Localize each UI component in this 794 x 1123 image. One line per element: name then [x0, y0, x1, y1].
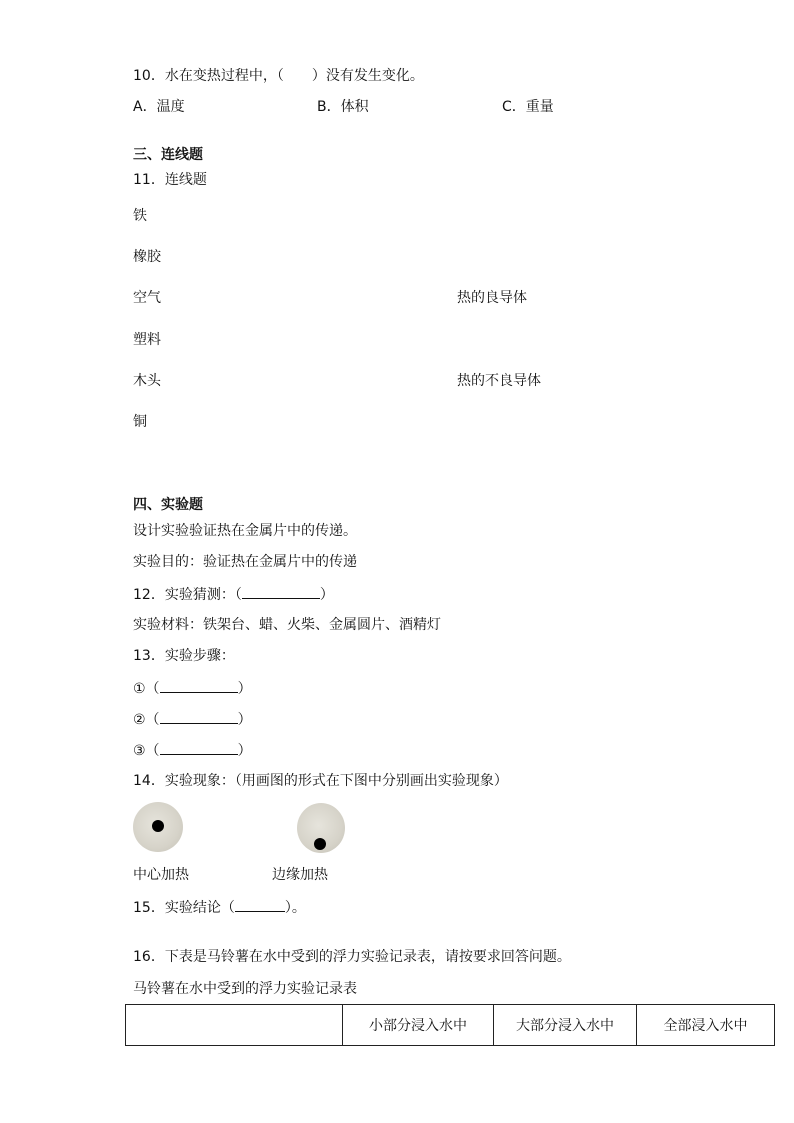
table-header-cell: 小部分浸入水中 [343, 1005, 494, 1046]
heat-point-edge [314, 838, 326, 850]
step-prefix: ①（ [133, 681, 160, 697]
table-title: 马铃薯在水中受到的浮力实验记录表 [133, 981, 357, 997]
q13-stem: 13．实验步骤： [133, 648, 235, 664]
step-prefix: ③（ [133, 743, 160, 759]
match-right-item: 热的不良导体 [457, 373, 541, 389]
match-left-item: 塑料 [133, 332, 161, 348]
q11-stem: 11．连线题 [133, 172, 207, 188]
match-left-item: 铜 [133, 414, 147, 430]
q15-suffix: ）。 [284, 900, 306, 916]
step-answer-blank[interactable] [160, 678, 238, 693]
experiment-intro: 设计实验验证热在金属片中的传递。 [133, 523, 357, 539]
q12-answer-blank[interactable] [242, 584, 320, 599]
step-line [133, 709, 252, 729]
step-line [133, 678, 252, 698]
table-header-cell [126, 1005, 343, 1046]
experiment-materials: 实验材料：铁架台、蜡、火柴、金属圆片、酒精灯 [133, 617, 441, 633]
match-left-item: 空气 [133, 290, 161, 306]
figure-label-center: 中心加热 [133, 867, 189, 883]
step-line [133, 740, 252, 760]
match-right-item: 热的良导体 [457, 290, 527, 306]
q15-answer-blank[interactable] [235, 897, 285, 912]
figure-label-edge: 边缘加热 [272, 867, 328, 883]
metal-disc-center-heating [133, 802, 183, 852]
match-left-item: 橡胶 [133, 249, 161, 265]
buoyancy-record-table [125, 1004, 775, 1046]
table-header-cell: 全部浸入水中 [637, 1005, 775, 1046]
q10-option-a: A．温度 [133, 99, 185, 115]
q12-prefix: 12．实验猜测：（ [133, 587, 242, 603]
step-suffix: ） [237, 712, 252, 728]
step-suffix: ） [237, 743, 252, 759]
table-header-cell: 大部分浸入水中 [494, 1005, 637, 1046]
experiment-purpose: 实验目的：验证热在金属片中的传递 [133, 554, 357, 570]
step-prefix: ②（ [133, 712, 160, 728]
metal-disc-edge-heating [297, 803, 345, 853]
q14-stem: 14．实验现象：（用画图的形式在下图中分别画出实验现象） [133, 773, 508, 789]
q10-option-c: C．重量 [502, 99, 554, 115]
q10-option-b: B．体积 [317, 99, 369, 115]
step-suffix: ） [237, 681, 252, 697]
q15-prefix: 15．实验结论（ [133, 900, 235, 916]
match-left-item: 铁 [133, 208, 147, 224]
section3-title: 三、连线题 [133, 147, 203, 163]
heat-point-center [152, 820, 164, 832]
q15-line [133, 897, 306, 917]
section4-title: 四、实验题 [133, 497, 203, 513]
table-header-row [126, 1005, 775, 1046]
match-left-item: 木头 [133, 373, 161, 389]
step-answer-blank[interactable] [160, 740, 238, 755]
q10-stem: 10．水在变热过程中，（ ）没有发生变化。 [133, 68, 424, 84]
step-answer-blank[interactable] [160, 709, 238, 724]
q16-stem: 16．下表是马铃薯在水中受到的浮力实验记录表，请按要求回答问题。 [133, 949, 571, 965]
q12-suffix: ） [319, 587, 334, 603]
q12-line [133, 584, 334, 604]
